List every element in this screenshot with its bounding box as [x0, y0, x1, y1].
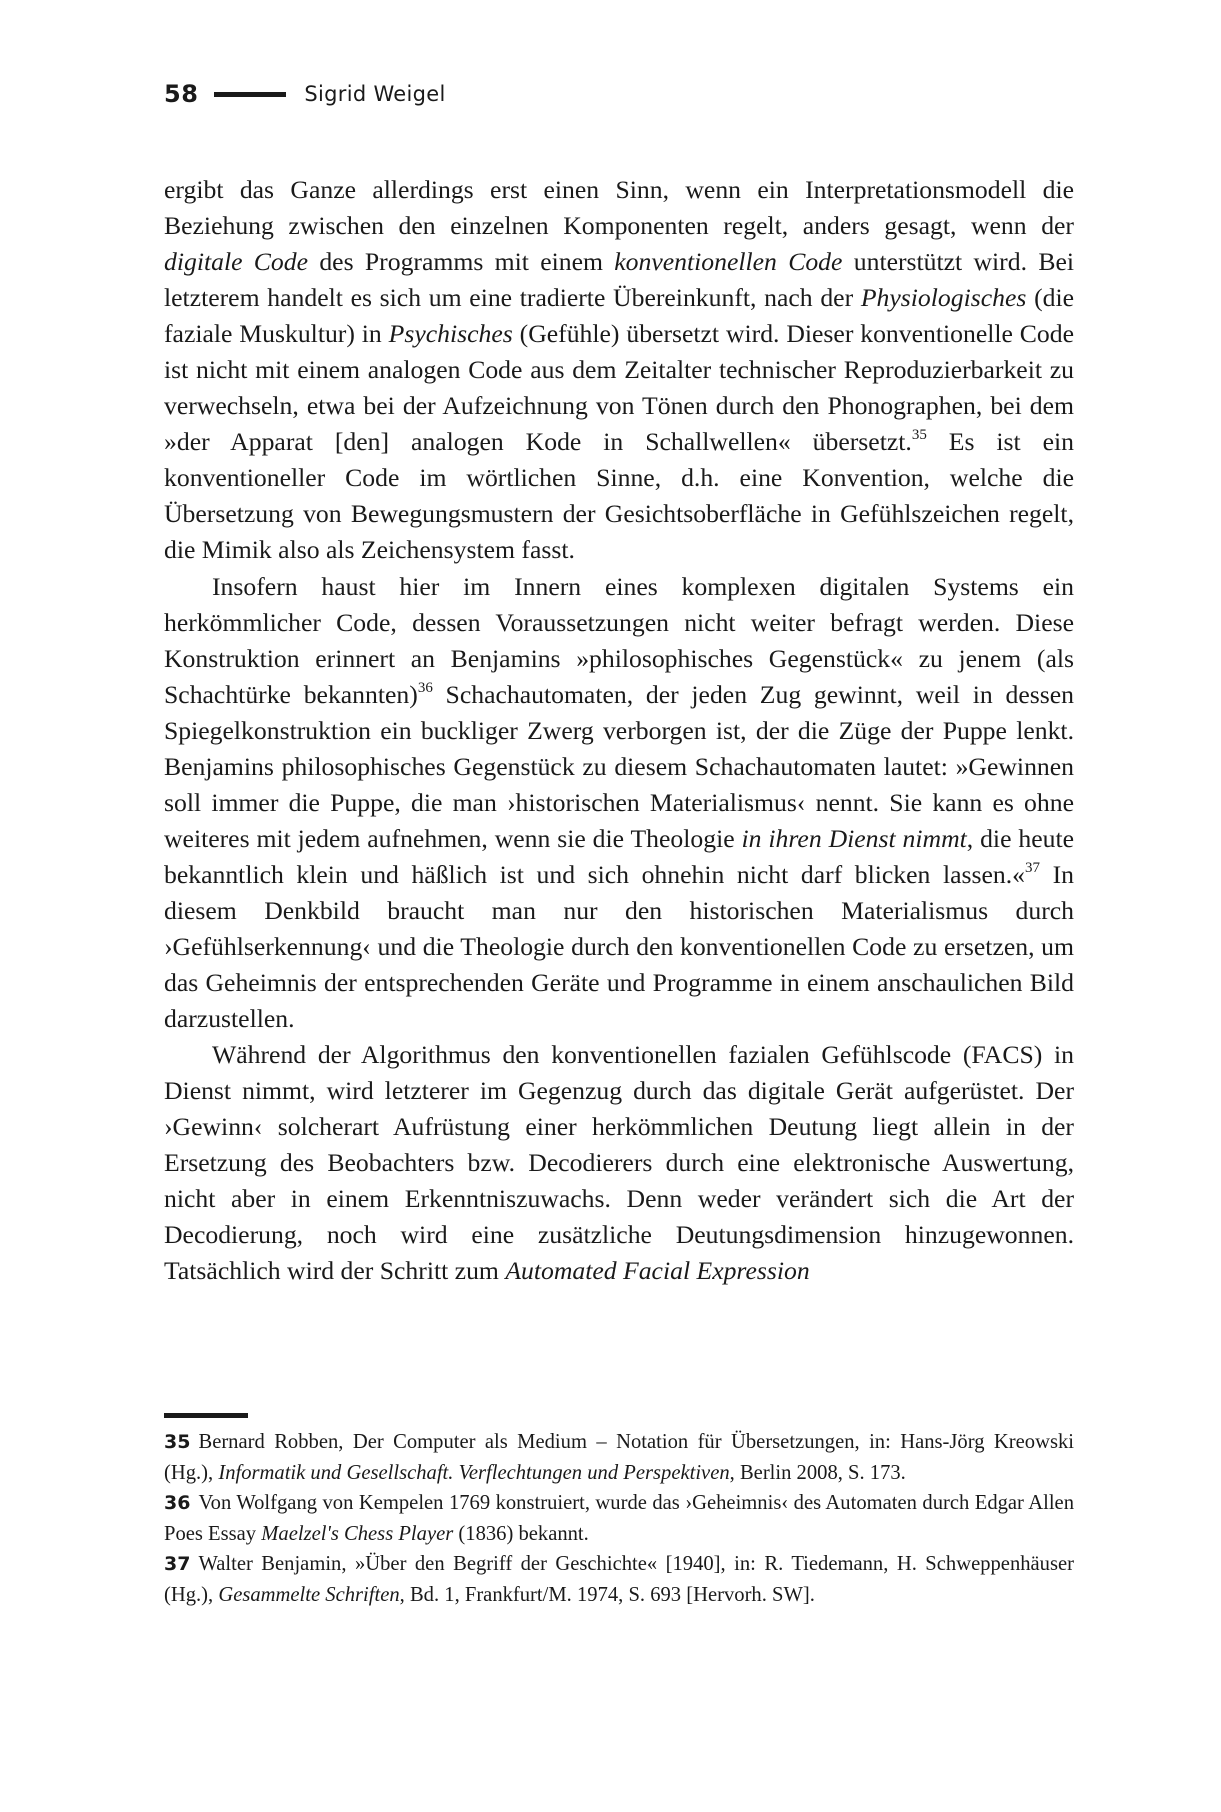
text-run: Walter Benjamin, »Über den Begriff der Geschichte« [1940], in: R. Tiedemann, H. Schweppenhäuser (Hg.), — [164, 1553, 1074, 1606]
text-run: Schachautomaten, der jeden Zug gewinnt, weil in dessen Spiegelkonstruktion ein buckliger Zwerg verborgen ist, der die Züge der Puppe lenkt. Benjamins philosophisches Gegenstück zu diesem Schachautomaten lautet: »Gewinnen soll immer die Puppe, die man ›historischen Materialismus‹ nennt. Sie kann es ohne weiteres mit jedem aufnehmen, wenn sie die Theologie — [164, 679, 1074, 853]
text-run: (Gefühle) übersetzt wird. Dieser konventionelle Code ist nicht mit einem analogen Code aus dem Zeitalter technischer Reproduzierbarkeit zu verwechseln, etwa bei der Aufzeichnung von Tönen durch den Phonographen, bei dem »der Apparat [den] analogen Kode in Schallwellen« übersetzt. — [164, 319, 1074, 457]
page-number: 58 — [164, 80, 199, 108]
footnote-separator — [164, 1413, 248, 1418]
text-run: ergibt das Ganze allerdings erst einen Sinn, wenn ein Interpretationsmodell die Beziehung zwischen den einzelnen Komponenten regelt, anders gesagt, wenn der — [164, 175, 1074, 241]
text-run: Von Wolfgang von Kempelen 1769 konstruiert, wurde das ›Geheimnis‹ des Automaten durch Edgar Allen Poes Essay — [164, 1492, 1074, 1545]
paragraph-3 — [164, 1037, 1074, 1289]
text-run: unterstützt wird. Bei letzterem handelt es sich um eine tradierte Übereinkunft, nach der — [164, 247, 1074, 313]
footnotes — [164, 1427, 1074, 1610]
running-head — [164, 74, 446, 114]
paragraph-2 — [164, 569, 1074, 1038]
italic-term: Psychisches — [388, 319, 513, 349]
footnote-ref-37[interactable]: 37 — [1025, 860, 1041, 877]
text-run: (1836) bekannt. — [453, 1522, 589, 1545]
text-run: , Bd. 1, Frankfurt/M. 1974, S. 693 [Hervorh. SW]. — [399, 1583, 815, 1606]
italic-term: Automated Facial Expression — [505, 1256, 810, 1286]
italic-title: Maelzel's Chess Player — [261, 1522, 454, 1545]
text-run: Bernard Robben, Der Computer als Medium – Notation für Übersetzungen, in: Hans-Jörg Kreowski (Hg.), — [164, 1431, 1074, 1484]
italic-term: digitale Code — [164, 247, 309, 277]
footnote-37 — [164, 1549, 1074, 1610]
italic-term: Physiologisches — [860, 283, 1027, 313]
text-run: In diesem Denkbild braucht man nur den historischen Materialismus durch ›Gefühlserkennung‹ und die Theologie durch den konventionellen Code zu ersetzen, um das Geheimnis der entsprechenden Geräte und Programme in einem anschaulichen Bild darzustellen. — [164, 859, 1074, 1034]
italic-title: Informatik und Gesellschaft. Verflechtungen und Perspektiven — [218, 1461, 730, 1484]
header-rule — [214, 92, 286, 97]
footnote-ref-36[interactable]: 36 — [417, 679, 433, 696]
text-run: des Programms mit einem — [308, 247, 615, 277]
running-head-author: Sigrid Weigel — [304, 82, 446, 106]
footnote-35 — [164, 1427, 1074, 1488]
footnote-number: 36 — [164, 1492, 191, 1514]
footnote-36 — [164, 1488, 1074, 1549]
italic-term: in ihren Dienst nimmt — [741, 823, 967, 853]
main-text — [164, 172, 1074, 1289]
text-run: Während der Algorithmus den konventionellen fazialen Gefühlscode (FACS) in Dienst nimmt, wird letzterer im Gegenzug durch das digitale Gerät aufgerüstet. Der ›Gewinn‹ solcherart Aufrüstung einer herkömmlichen Deutung liegt allein in der Ersetzung des Beobachters bzw. Decodierers durch eine elektronische Auswertung, nicht aber in einem Erkenntniszuwachs. Denn weder verändert sich die Art der Decodierung, noch wird eine zusätzliche Deutungsdimension hinzugewonnen. Tatsächlich wird der Schritt zum — [164, 1040, 1074, 1286]
text-run: , die heute bekanntlich klein und häßlich ist und sich ohnehin nicht darf blicken lassen.« — [164, 823, 1074, 889]
italic-title: Gesammelte Schriften — [218, 1583, 400, 1606]
paragraph-1 — [164, 172, 1074, 569]
footnote-number: 37 — [164, 1553, 191, 1575]
italic-term: konventionellen Code — [614, 247, 843, 277]
text-run: Insofern haust hier im Innern eines komplexen digitalen Systems ein herkömmlicher Code, dessen Voraussetzungen nicht weiter befragt werden. Diese Konstruktion erinnert an Benjamins »philosophisches Gegenstück« zu jenem (als Schachtürke bekannten) — [164, 571, 1074, 709]
footnote-ref-35[interactable]: 35 — [911, 427, 927, 444]
text-run: (die faziale Muskultur) in — [164, 283, 1075, 349]
footnote-number: 35 — [164, 1431, 191, 1453]
text-run: Es ist ein konventioneller Code im wörtlichen Sinne, d.h. eine Konvention, welche die Übersetzung von Bewegungsmustern der Gesichtsoberfläche in Gefühlszeichen regelt, die Mimik also als Zeichensystem fasst. — [164, 427, 1075, 565]
text-run: , Berlin 2008, S. 173. — [729, 1461, 906, 1484]
